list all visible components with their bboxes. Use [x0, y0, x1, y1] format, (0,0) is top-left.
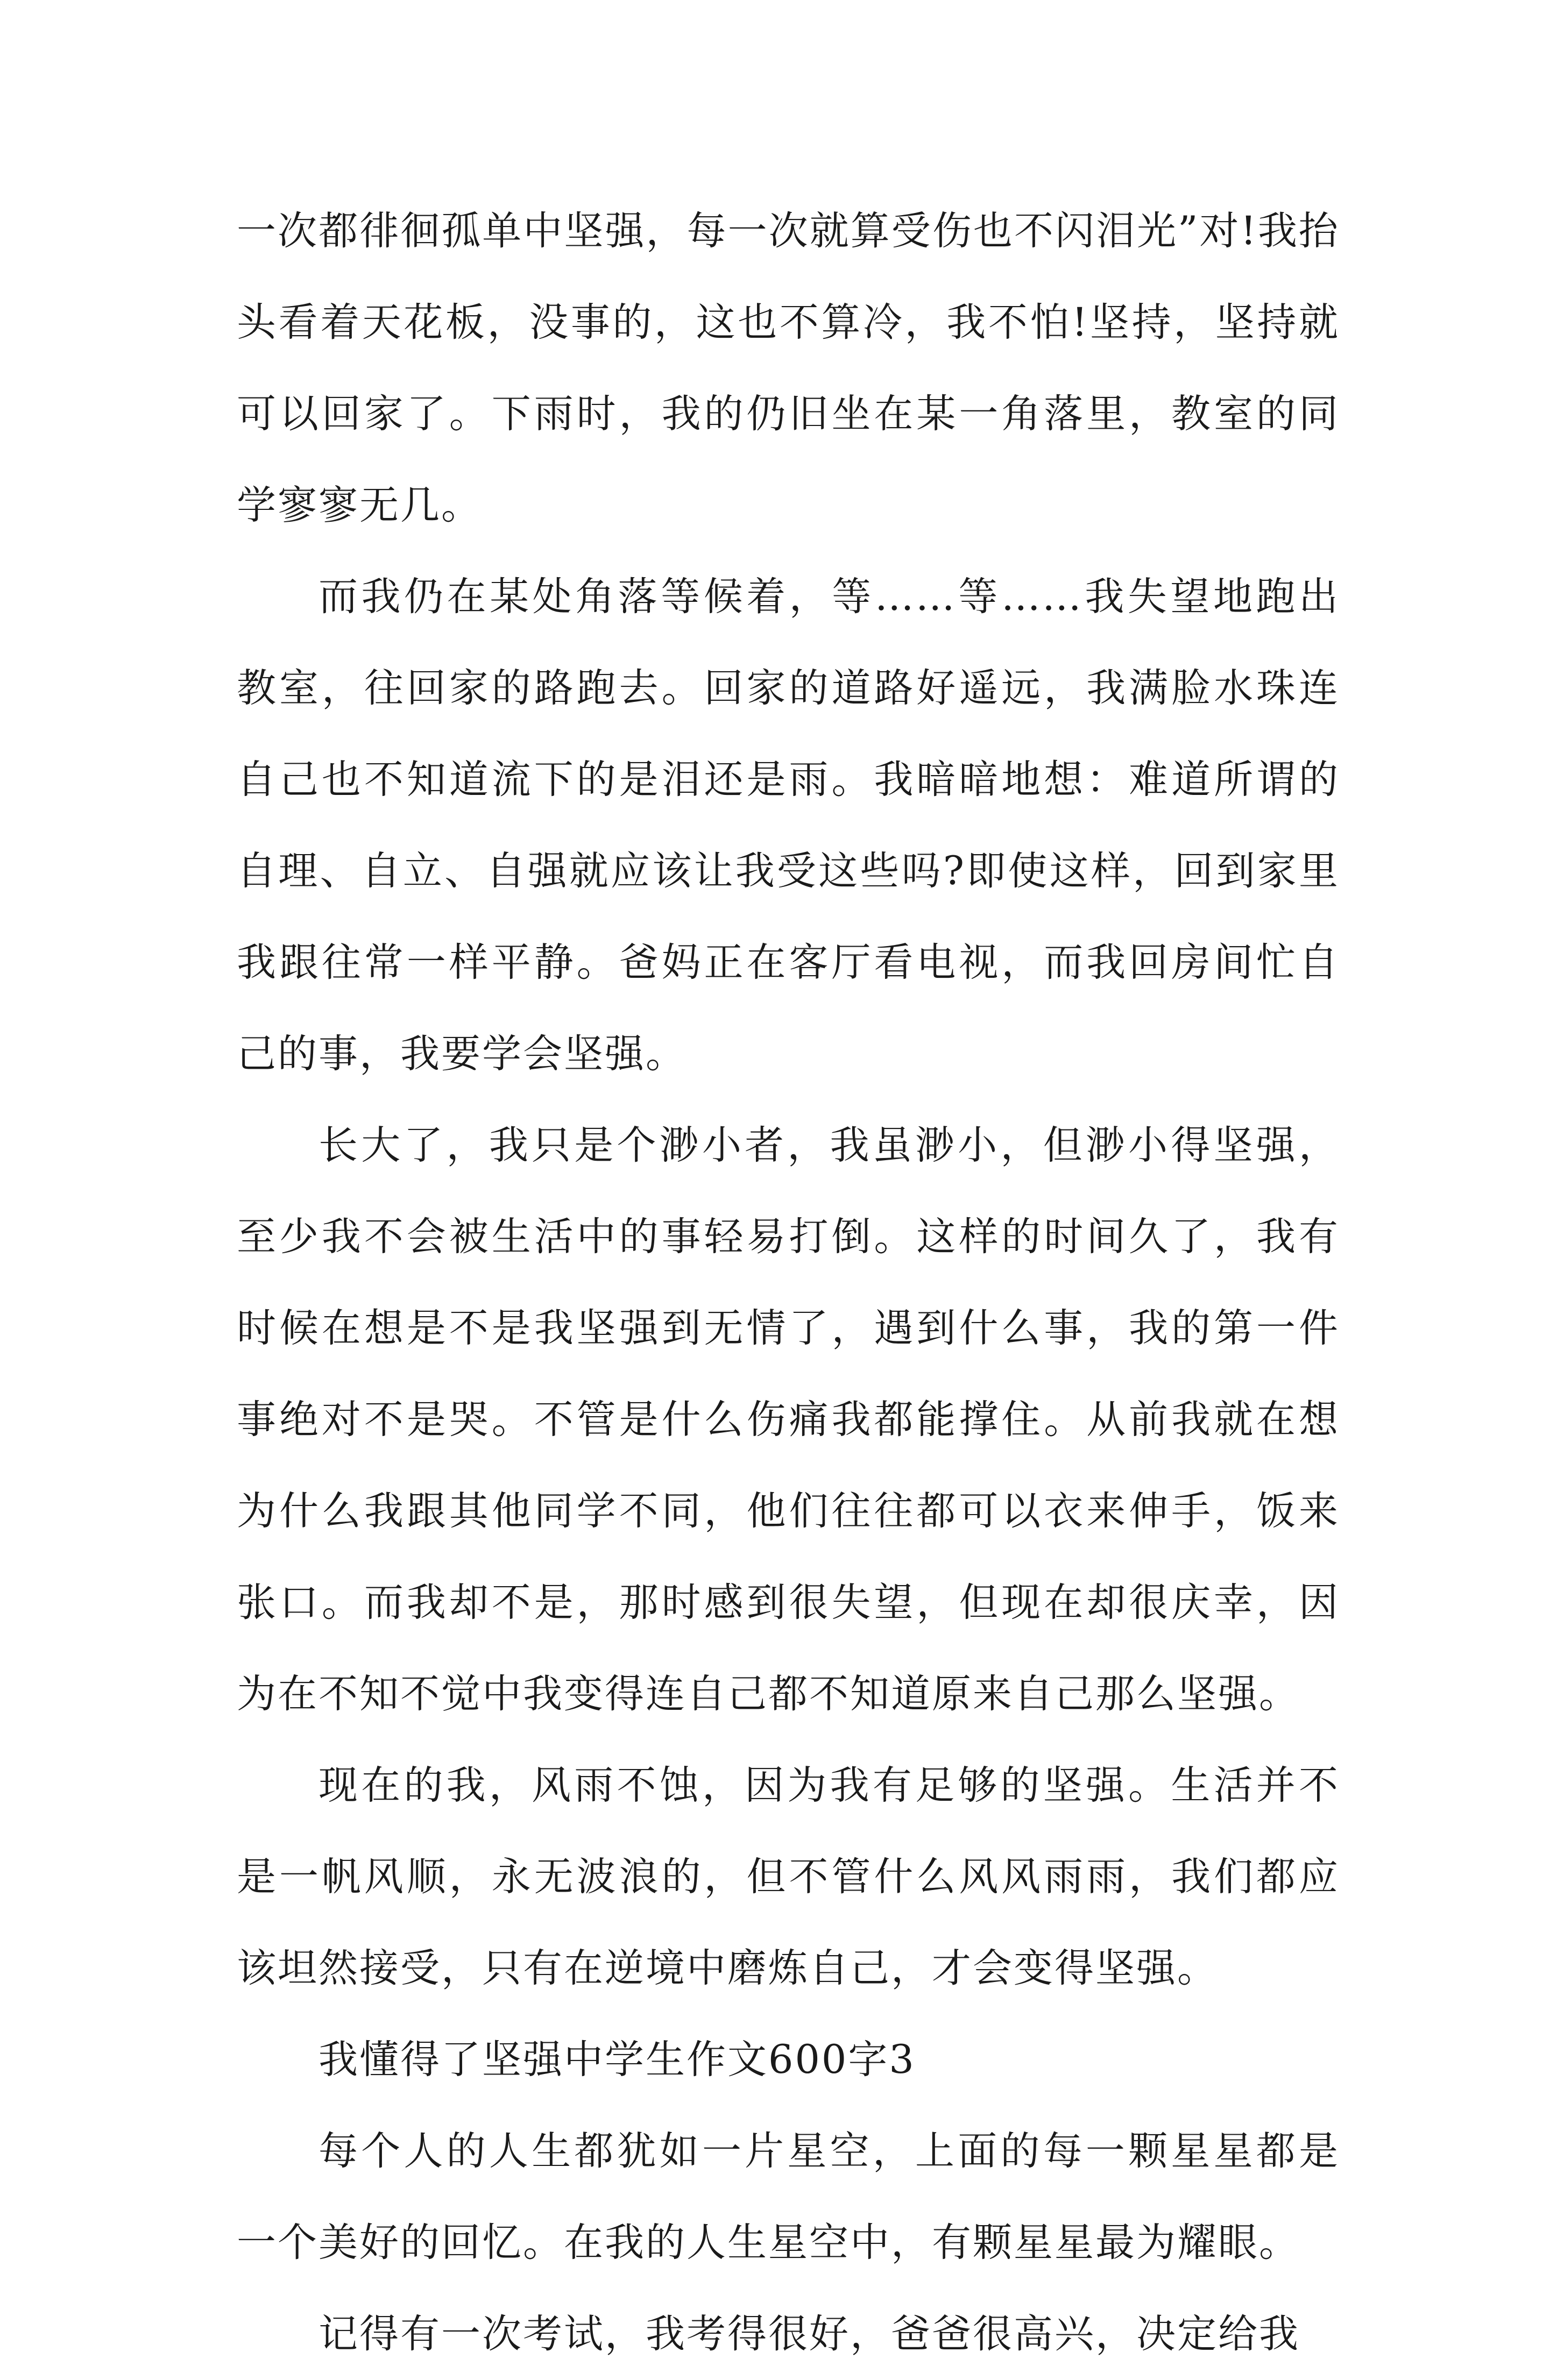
- paragraph-5: 每个人的人生都犹如一片星空，上面的每一颗星星都是一个美好的回忆。在我的人生星空中，有颗星星最为耀眼。: [237, 2128, 1340, 2265]
- section-heading: 我懂得了坚强中学生作文600字3: [319, 2037, 916, 2083]
- paragraph-6: 记得有一次考试，我考得很好，爸爸很高兴，决定给我: [319, 2311, 1300, 2357]
- paragraph-3: 长大了，我只是个渺小者，我虽渺小，但渺小得坚强，至少我不会被生活中的事轻易打倒。这样的时间久了，我有时候在想是不是我坚强到无情了，遇到什么事，我的第一件事绝对不是哭。不管是什么伤痛我都能撑住。从前我就在想为什么我跟其他同学不同，他们往往都可以衣来伸手，饭来张口。而我却不是，那时感到很失望，但现在却很庆幸，因为在不知不觉中我变得连自己都不知道原来自己那么坚强。: [237, 1122, 1340, 1717]
- document-body: [237, 186, 1340, 2380]
- paragraph-4: 现在的我，风雨不蚀，因为我有足够的坚强。生活并不是一帆风顺，永无波浪的，但不管什么风风雨雨，我们都应该坦然接受，只有在逆境中磨炼自己，才会变得坚强。: [237, 1763, 1340, 1991]
- paragraph-2: 而我仍在某处角落等候着，等……等……我失望地跑出教室，往回家的路跑去。回家的道路好遥远，我满脸水珠连自己也不知道流下的是泪还是雨。我暗暗地想：难道所谓的自理、自立、自强就应该让我受这些吗?即使这样，回到家里我跟往常一样平静。爸妈正在客厅看电视，而我回房间忙自己的事，我要学会坚强。: [237, 574, 1340, 1077]
- paragraph-1: 一次都徘徊孤单中坚强，每一次就算受伤也不闪泪光”对!我抬头看着天花板，没事的，这也不算冷，我不怕!坚持，坚持就可以回家了。下雨时，我的仍旧坐在某一角落里，教室的同学寥寥无几。: [237, 208, 1340, 528]
